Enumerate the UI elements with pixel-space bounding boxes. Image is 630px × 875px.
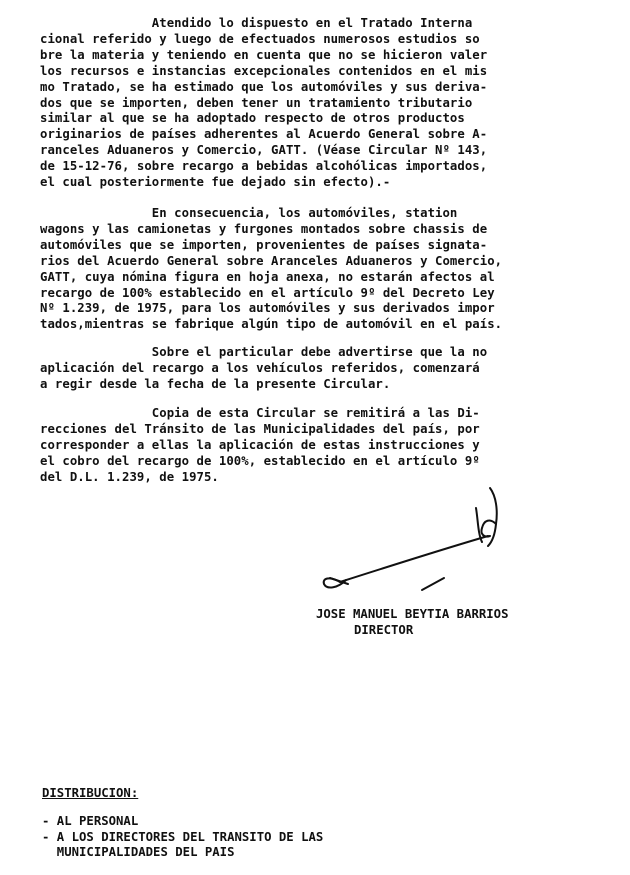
paragraph-tratado: Atendido lo dispuesto en el Tratado Interna cional referido y luego de efectuados numerosos estudios so bre la materia y teniendo en cuenta que no se hicieron valer los recursos e instancias excepcionales contenidos en el mis mo Tratado, se ha estimado que los automóviles y sus deriva- dos que se importen, deben tener un tratamiento tributario similar al que se ha adoptado respecto de otros productos originarios de países adherentes al Acuerdo General sobre A- ranceles Aduaneros y Comercio, GATT. (Véase Circular Nº 143, de 15-12-76, sobre recargo a bebidas alcohólicas importados, el cual posteriormente fue dejado sin efecto).- xyxy=(40,16,488,190)
signature-block xyxy=(310,606,580,638)
handwritten-signature xyxy=(300,480,540,605)
distribution-list xyxy=(42,814,323,861)
paragraph-particular: Sobre el particular debe advertirse que la no aplicación del recargo a los vehículos referidos, comenzará a regir desde la fecha de la presente Circular. xyxy=(40,345,488,391)
distribution-item: - AL PERSONAL xyxy=(42,814,139,828)
distribution-heading: DISTRIBUCION: xyxy=(42,786,139,800)
distribution-item: - A LOS DIRECTORES DEL TRANSITO DE LAS MUNICIPALIDADES DEL PAIS xyxy=(42,829,324,859)
paragraph-consecuencia: En consecuencia, los automóviles, station wagons y las camionetas y furgones montados sobre chassis de automóviles que se importen, provenientes de países signata- rios del Acuerdo General sobre Aranceles Aduaneros y Comercio, GATT, cuya nómina figura en hoja anexa, no estarán afectos al recargo de 100% establecido en el artículo 9º del Decreto Ley Nº 1.239, de 1975, para los automóviles y sus derivados impor tados,mientras se fabrique algún tipo de automóvil en el país. xyxy=(40,206,503,332)
paragraph-copia: Copia de esta Circular se remitirá a las Di- recciones del Tránsito de las Municipalidades del país, por corresponder a ellas la aplicación de estas instrucciones y el cobro del recargo de 100%, establecido en el artículo 9º del D.L. 1.239, de 1975. xyxy=(40,406,480,484)
signatory-name: JOSE MANUEL BEYTIA BARRIOS xyxy=(316,607,509,621)
signatory-title: DIRECTOR xyxy=(354,623,414,637)
